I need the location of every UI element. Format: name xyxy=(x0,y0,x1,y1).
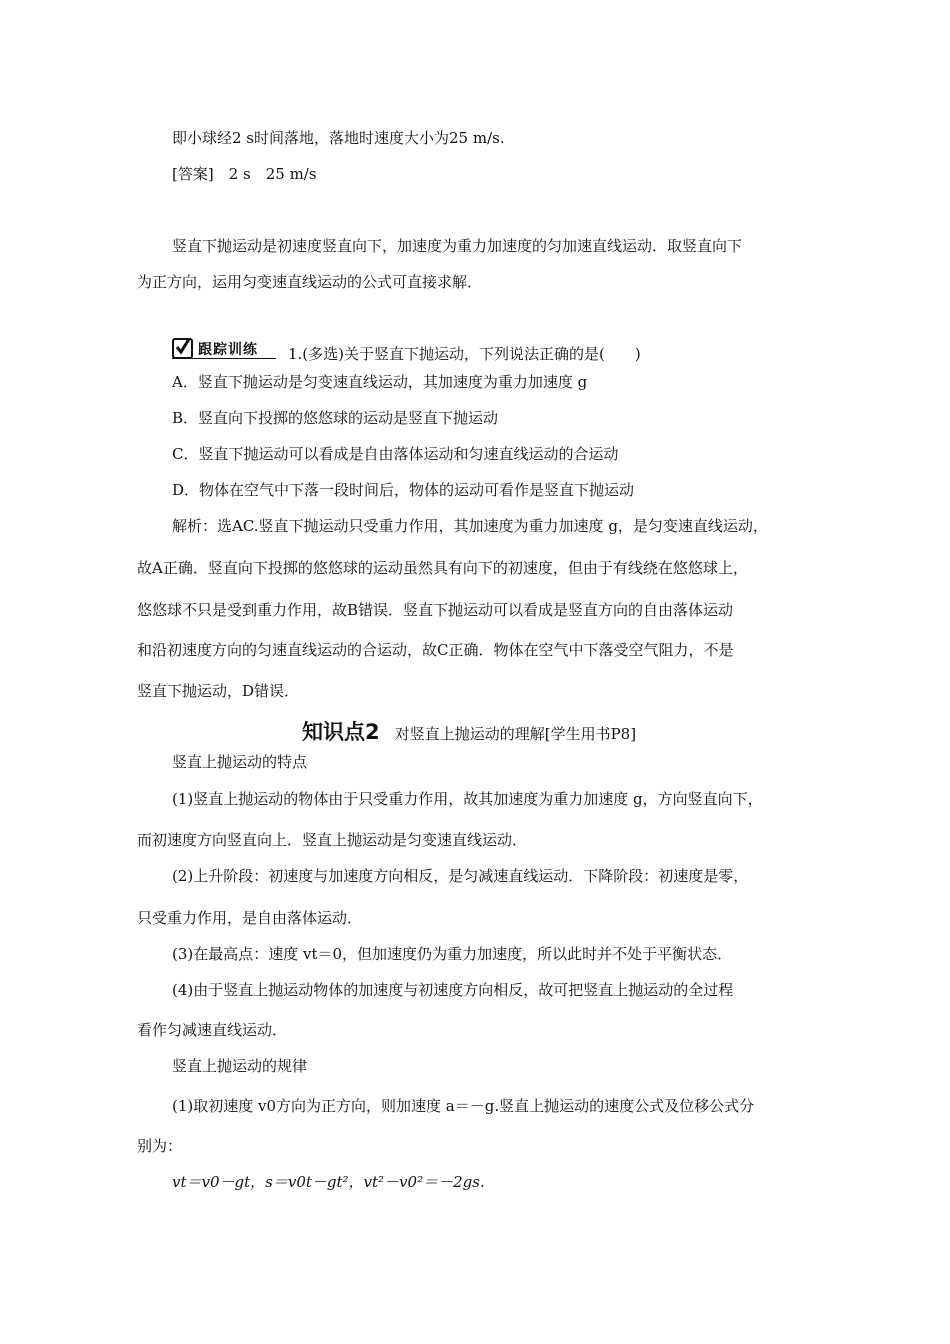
analysis-line: 和沿初速度方向的匀速直线运动的合运动，故C正确．物体在空气中下落受空气阻力，不是 xyxy=(137,641,734,659)
formula-line: vt＝v0－gt，s＝v0t－gt²，vt²－v0²＝－2gs. xyxy=(172,1173,485,1191)
analysis-line: 故A正确．竖直向下投掷的悠悠球的运动虽然具有向下的初速度，但由于有线绕在悠悠球上， xyxy=(137,559,748,577)
text-line: 竖直下抛运动是初速度竖直向下，加速度为重力加速度的匀加速直线运动．取竖直向下 xyxy=(172,237,743,255)
analysis-line: 竖直下抛运动，D错误． xyxy=(137,682,300,700)
follow-up-practice-badge xyxy=(172,338,258,359)
question-stem: 1.(多选)关于竖直下抛运动，下列说法正确的是( ) xyxy=(288,345,641,363)
subsection-title: 竖直上抛运动的规律 xyxy=(172,1057,308,1075)
analysis-line: 悠悠球不只是受到重力作用，故B错误．竖直下抛运动可以看成是竖直方向的自由落体运动 xyxy=(137,601,734,619)
paragraph-line: (4)由于竖直上抛运动物体的加速度与初速度方向相反，故可把竖直上抛运动的全过程 xyxy=(172,981,734,999)
paragraph-line: 看作匀减速直线运动． xyxy=(137,1021,288,1039)
paragraph-line: 而初速度方向竖直向上．竖直上抛运动是匀变速直线运动． xyxy=(137,831,528,849)
option-d: D．物体在空气中下落一段时间后，物体的运动可看作是竖直下抛运动 xyxy=(172,481,635,499)
paragraph-line: (1)竖直上抛运动的物体由于只受重力作用，故其加速度为重力加速度 g，方向竖直向下， xyxy=(172,790,763,808)
option-a: A．竖直下抛运动是匀变速直线运动，其加速度为重力加速度 g xyxy=(172,373,588,391)
subsection-title: 竖直上抛运动的特点 xyxy=(172,753,308,771)
knowledge-point-title: 知识点2 xyxy=(302,720,380,744)
option-c: C．竖直下抛运动可以看成是自由落体运动和匀速直线运动的合运动 xyxy=(172,445,619,463)
badge-label: 跟踪训练 xyxy=(198,341,258,358)
paragraph-line: (1)取初速度 v0方向为正方向，则加速度 a＝－g.竖直上抛运动的速度公式及位移公式分 xyxy=(172,1097,755,1115)
section-heading xyxy=(302,716,636,746)
text-line: 即小球经2 s时间落地，落地时速度大小为25 m/s. xyxy=(172,129,505,147)
paragraph-line: 别为： xyxy=(137,1137,183,1155)
text-line: 为正方向，运用匀变速直线运动的公式可直接求解． xyxy=(137,273,483,291)
paragraph-line: (2)上升阶段：初速度与加速度方向相反，是匀减速直线运动．下降阶段：初速度是零， xyxy=(172,867,749,885)
paragraph-line: 只受重力作用，是自由落体运动． xyxy=(137,909,363,927)
knowledge-point-subtitle: 对竖直上抛运动的理解[学生用书P8] xyxy=(394,725,637,743)
analysis-line: 解析：选AC.竖直下抛运动只受重力作用，其加速度为重力加速度 g，是匀变速直线运动， xyxy=(172,517,768,535)
paragraph-line: (3)在最高点：速度 vt＝0，但加速度仍为重力加速度，所以此时并不处于平衡状态． xyxy=(172,945,733,963)
answer-line: [答案] 2 s 25 m/s xyxy=(172,165,317,183)
option-b: B．竖直向下投掷的悠悠球的运动是竖直下抛运动 xyxy=(172,409,499,427)
checkmark-icon xyxy=(172,338,193,359)
